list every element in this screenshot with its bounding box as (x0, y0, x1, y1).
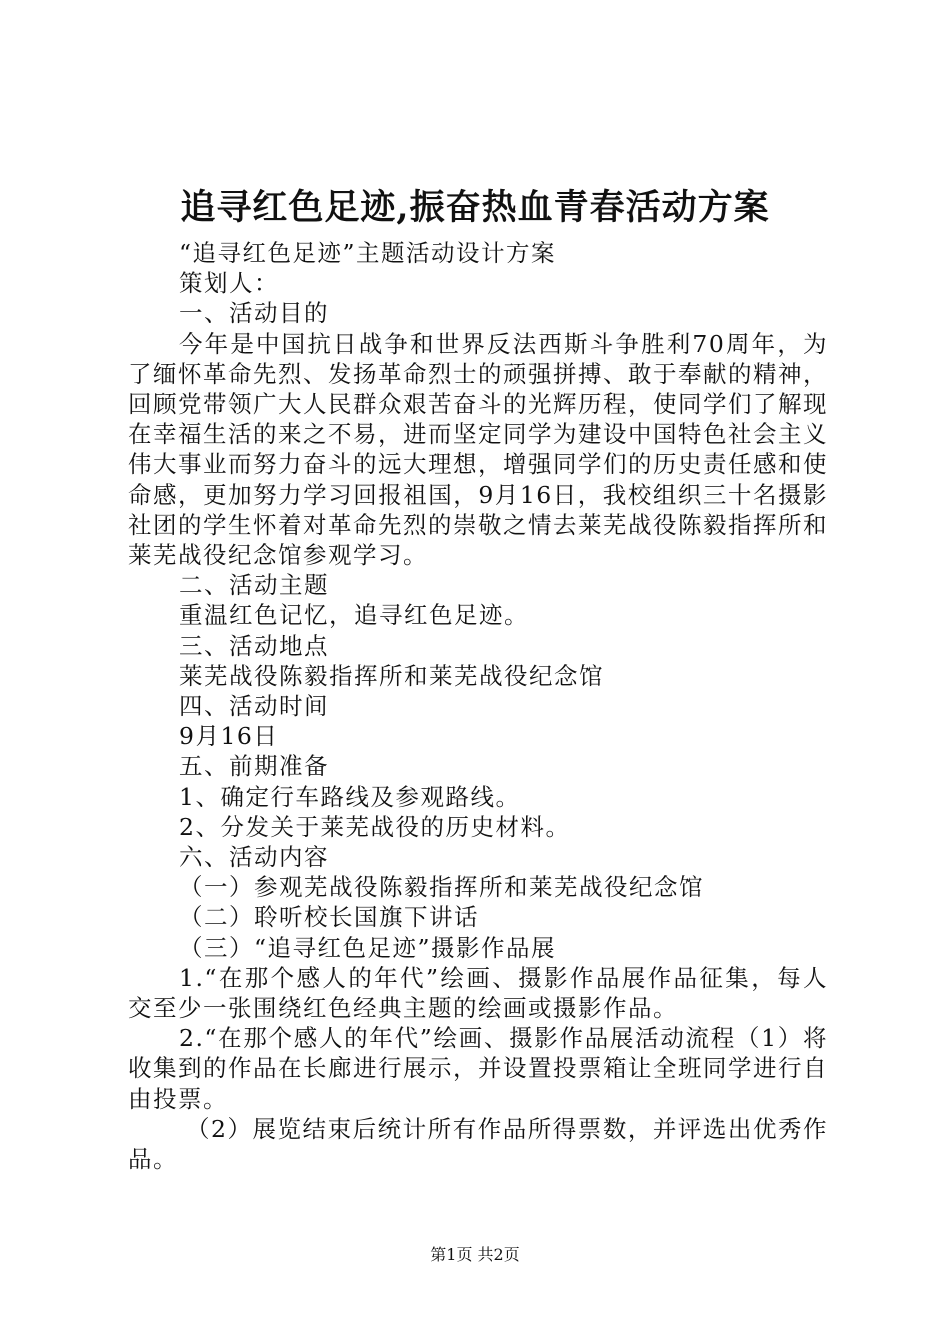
content-item-2: （二）聆听校长国旗下讲话 (179, 903, 479, 932)
section-text-purpose: 今年是中国抗日战争和世界反法西斯斗争胜利70周年，为了缅怀革命先烈、发扬革命烈士的顽强拼搏、敢于奉献的精神，回顾党带领广大人民群众艰苦奋斗的光辉历程，使同学们了解现在幸福生活的来之不易，进而坚定同学为建设中国特色社会主义伟大事业而努力奋斗的远大理想，增强同学们的历史责任感和使命感，更加努力学习回报祖国，9月16日，我校组织三十名摄影社团的学生怀着对革命先烈的崇敬之情去莱芜战役陈毅指挥所和莱芜战役纪念馆参观学习。 (128, 329, 828, 570)
section-heading-preparation: 五、前期准备 (179, 752, 329, 781)
preparation-item-2: 2、分发关于莱芜战役的历史材料。 (179, 812, 571, 841)
content-paragraph-2: 2.“在那个感人的年代”绘画、摄影作品展活动流程（1）将收集到的作品在长廊进行展示，并设置投票箱让全班同学进行自由投票。 (128, 1024, 828, 1113)
content-paragraph-1: 1.“在那个感人的年代”绘画、摄影作品展作品征集，每人交至少一张围绕红色经典主题的绘画或摄影作品。 (128, 963, 828, 1023)
section-text-theme: 重温红色记忆，追寻红色足迹。 (179, 601, 529, 630)
section-text-time: 9月16日 (179, 722, 279, 751)
section-heading-content: 六、活动内容 (179, 843, 329, 872)
preparation-item-1: 1、确定行车路线及参观路线。 (179, 782, 521, 811)
page-footer: 第1页 共2页 (430, 1245, 520, 1264)
content-paragraph-3: （2）展览结束后统计所有作品所得票数，并评选出优秀作品。 (128, 1114, 828, 1174)
planner-line: 策划人： (179, 269, 279, 298)
section-heading-theme: 二、活动主题 (179, 571, 329, 600)
section-heading-location: 三、活动地点 (179, 631, 329, 660)
content-item-1: （一）参观芜战役陈毅指挥所和莱芜战役纪念馆 (179, 873, 704, 902)
section-heading-time: 四、活动时间 (179, 692, 329, 721)
subtitle: “追寻红色足迹”主题活动设计方案 (179, 239, 557, 267)
document-title: 追寻红色足迹,振奋热血青春活动方案 (180, 187, 770, 228)
content-item-3: （三）“追寻红色足迹”摄影作品展 (179, 933, 557, 962)
section-heading-purpose: 一、活动目的 (179, 299, 329, 328)
section-text-location: 莱芜战役陈毅指挥所和莱芜战役纪念馆 (179, 661, 604, 690)
document-body (128, 238, 828, 1174)
